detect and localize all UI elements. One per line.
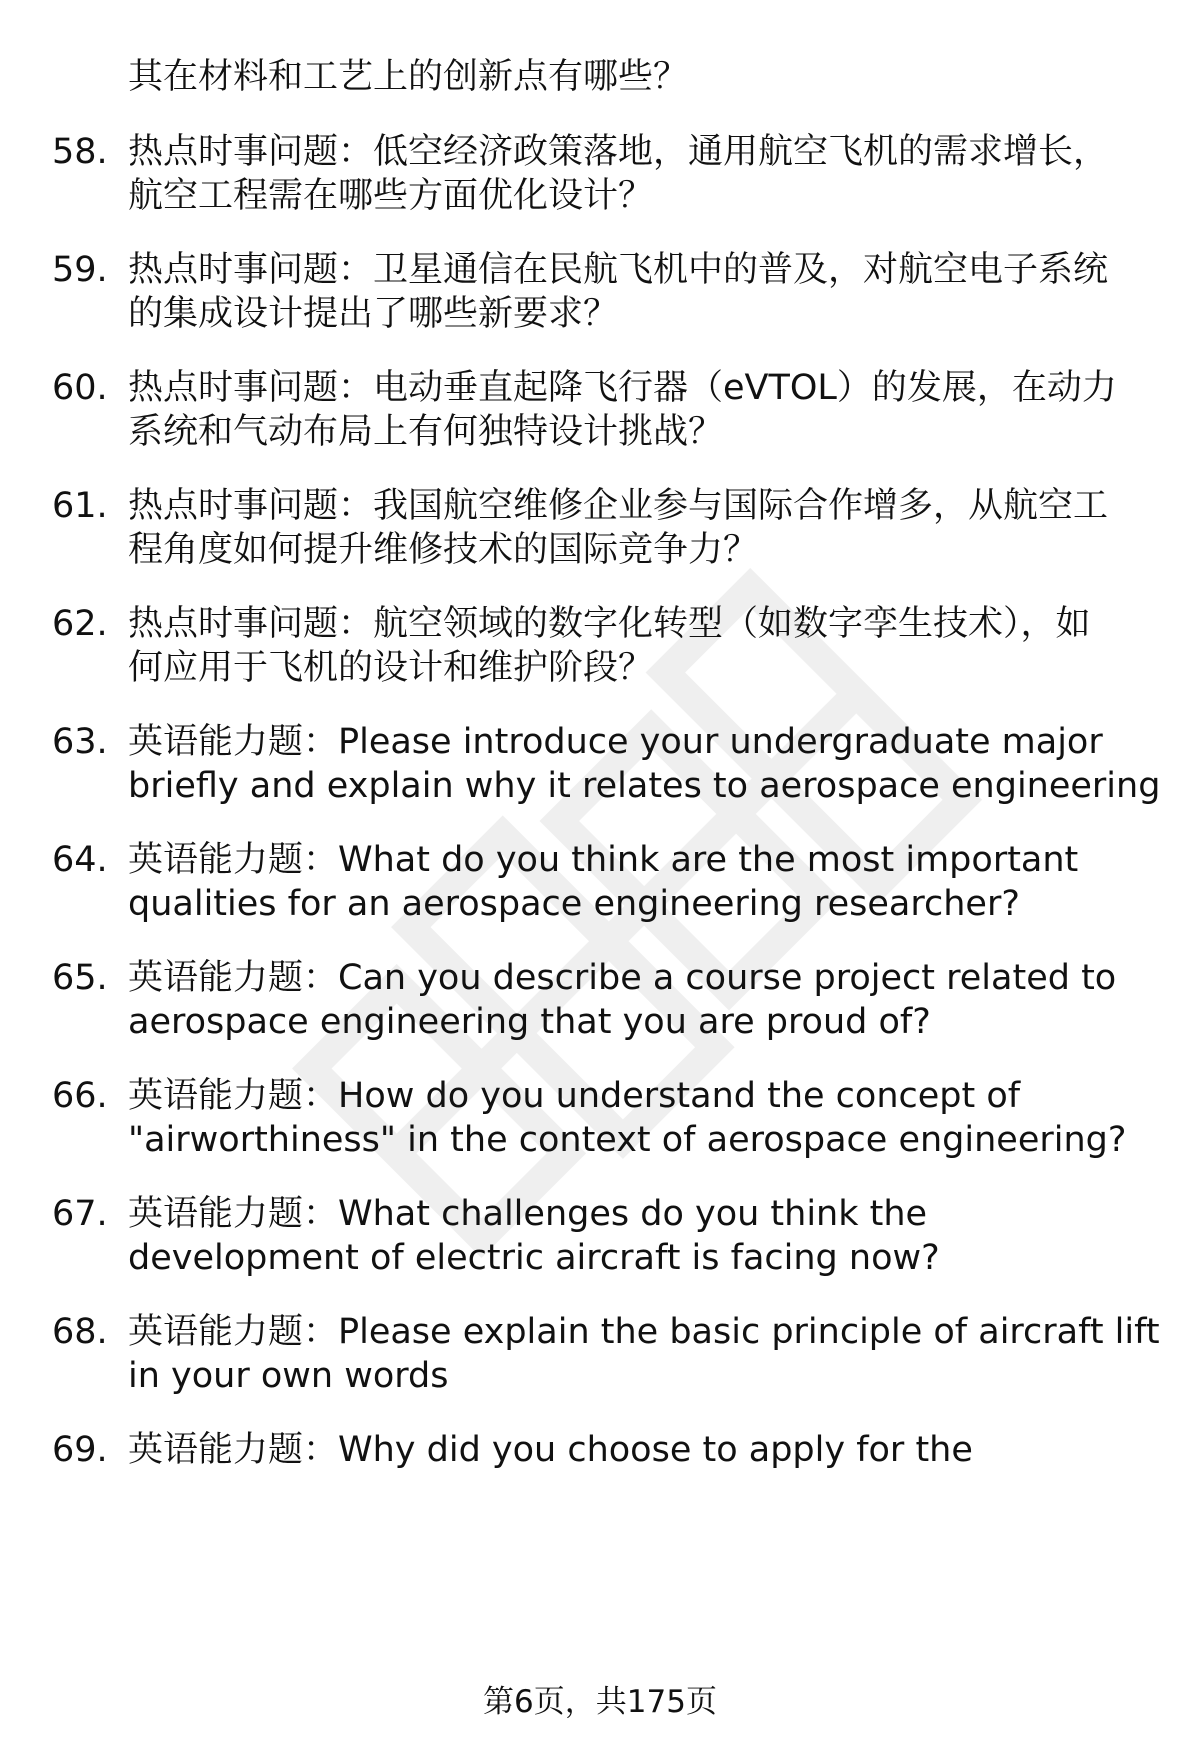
question-line: "airworthiness" in the context of aerospace engineering? (128, 1120, 1127, 1160)
question-line: 系统和气动布局上有何独特设计挑战？ (128, 412, 724, 452)
question-line: development of electric aircraft is facing now? (128, 1238, 940, 1278)
question-number: 58. (52, 132, 108, 172)
continuation-text: 其在材料和工艺上的创新点有哪些？ (128, 57, 689, 97)
question-number: 69. (52, 1430, 108, 1470)
question-line: 英语能力题：How do you understand the concept of (128, 1076, 1021, 1116)
question-number: 62. (52, 604, 108, 644)
question-number: 59. (52, 250, 108, 290)
question-line: 航空工程需在哪些方面优化设计？ (128, 176, 654, 216)
question-number: 61. (52, 486, 108, 526)
question-line: 热点时事问题：航空领域的数字化转型（如数字孪生技术），如 (128, 604, 1091, 644)
question-line: 的集成设计提出了哪些新要求？ (128, 294, 619, 334)
question-number: 60. (52, 368, 108, 408)
question-number: 63. (52, 722, 108, 762)
question-number: 64. (52, 840, 108, 880)
question-line: 热点时事问题：低空经济政策落地，通用航空飞机的需求增长， (128, 132, 1109, 172)
question-line: 英语能力题：Why did you choose to apply for the (128, 1430, 973, 1470)
question-line: in your own words (128, 1356, 449, 1396)
question-line: 英语能力题：Please explain the basic principle of aircraft lift (128, 1312, 1160, 1352)
question-number: 67. (52, 1194, 108, 1234)
question-line: 英语能力题：Can you describe a course project related to (128, 958, 1117, 998)
question-number: 68. (52, 1312, 108, 1352)
question-line: 热点时事问题：电动垂直起降飞行器（eVTOL）的发展，在动力 (128, 368, 1117, 408)
question-number: 66. (52, 1076, 108, 1116)
question-line: 英语能力题：What challenges do you think the (128, 1194, 928, 1234)
page-footer: 第6页，共175页 (483, 1684, 717, 1720)
question-number: 65. (52, 958, 108, 998)
question-line: 程角度如何提升维修技术的国际竞争力？ (128, 530, 759, 570)
question-line: aerospace engineering that you are proud of? (128, 1002, 931, 1042)
question-line: 热点时事问题：我国航空维修企业参与国际合作增多，从航空工 (128, 486, 1109, 526)
question-line: 英语能力题：Please introduce your undergraduate major (128, 722, 1103, 762)
question-line: qualities for an aerospace engineering researcher? (128, 884, 1020, 924)
question-line: 英语能力题：What do you think are the most important (128, 840, 1079, 880)
question-line: 热点时事问题：卫星通信在民航飞机中的普及，对航空电子系统 (128, 250, 1109, 290)
question-line: briefly and explain why it relates to aerospace engineering (128, 766, 1161, 806)
question-line: 何应用于飞机的设计和维护阶段？ (128, 648, 654, 688)
